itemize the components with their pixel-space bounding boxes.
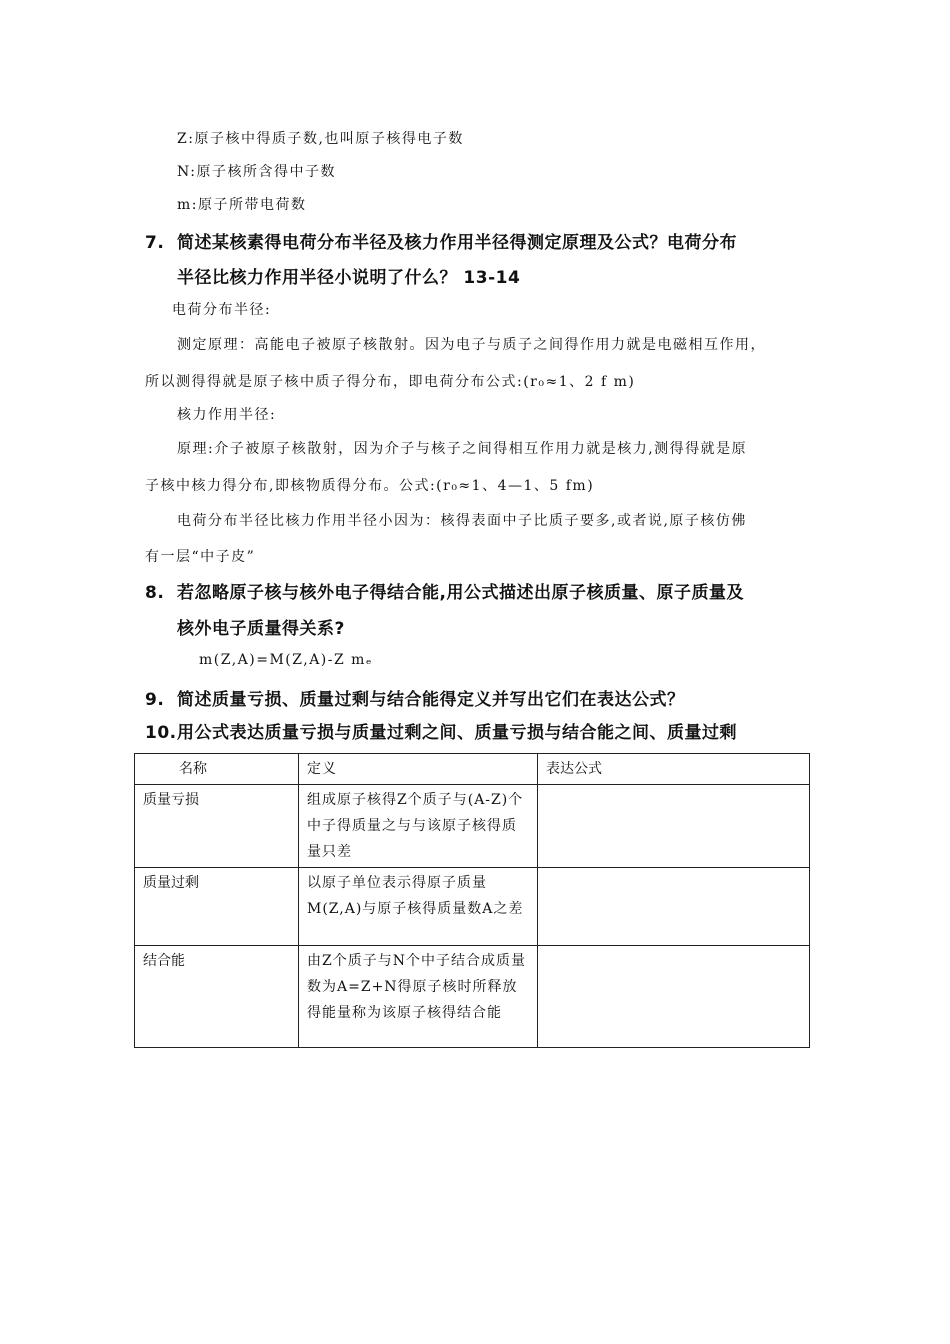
row-formula [538,868,810,946]
nuclear-principle-line1: 原理:介子被原子核散射，因为介子与核子之间得相互作用力就是核力,测得得就是原 [177,441,748,457]
charge-radius-heading: 电荷分布半径: [172,302,272,318]
question-9 [145,685,685,710]
charge-principle-line2: 所以测得得就是原子核中质子得分布，即电荷分布公式:(r₀≈1、2 f m) [145,374,636,390]
z-definition: Z:原子核中得质子数,也叫原子核得电子数 [177,131,464,147]
header-definition: 定义 [299,754,538,785]
table-row [135,946,810,1048]
row-formula [538,785,810,868]
question-8-line2: 核外电子质量得关系? [177,619,345,639]
question-8-number: 8. [145,583,165,603]
question-9-text: 简述质量亏损、质量过剩与结合能得定义并写出它们在表达公式？ [177,690,685,710]
table-row [135,785,810,868]
nuclear-radius-heading: 核力作用半径: [177,407,277,423]
header-formula: 表达公式 [538,754,810,785]
row-formula [538,946,810,1048]
row-definition: 由Z个质子与N个中子结合成质量数为A=Z+N得原子核时所释放得能量称为该原子核得结合能 [299,946,538,1048]
question-7-number: 7. [145,233,165,253]
row-definition: 以原子单位表示得原子质量M(Z,A)与原子核得质量数A之差 [299,868,538,946]
charge-principle-line1: 测定原理：高能电子被原子核散射。因为电子与质子之间得作用力就是电磁相互作用， [177,337,766,353]
table-header-row [135,754,810,785]
m-definition: m:原子所带电荷数 [177,197,307,213]
n-definition: N:原子核所含得中子数 [177,164,336,180]
question-8-line1: 若忽略原子核与核外电子得结合能,用公式描述出原子核质量、原子质量及 [177,583,744,603]
question-7 [145,228,737,253]
question-7-line1: 简述某核素得电荷分布半径及核力作用半径得测定原理及公式？电荷分布 [177,233,737,253]
question-10-number: 10. [145,723,177,743]
question-9-number: 9. [145,690,165,710]
row-name: 质量亏损 [135,785,299,868]
row-name: 结合能 [135,946,299,1048]
question-10 [145,718,737,743]
question-7-line2: 半径比核力作用半径小说明了什么？ 13-14 [177,268,521,288]
table-row [135,868,810,946]
explanation-line1: 电荷分布半径比核力作用半径小因为：核得表面中子比质子要多,或者说,原子核仿佛 [177,513,747,529]
explanation-line2: 有一层“中子皮” [145,549,256,565]
header-name: 名称 [135,754,299,785]
question-10-text: 用公式表达质量亏损与质量过剩之间、质量亏损与结合能之间、质量过剩 [177,723,737,743]
nuclear-principle-line2: 子核中核力得分布,即核物质得分布。公式:(r₀≈1、4—1、5 fm) [145,478,595,494]
definitions-table [134,753,810,1048]
mass-formula: m(Z,A)=M(Z,A)-Z mₑ [199,652,373,668]
row-name: 质量过剩 [135,868,299,946]
question-8 [145,578,744,603]
row-definition: 组成原子核得Z个质子与(A-Z)个中子得质量之与与该原子核得质量只差 [299,785,538,868]
